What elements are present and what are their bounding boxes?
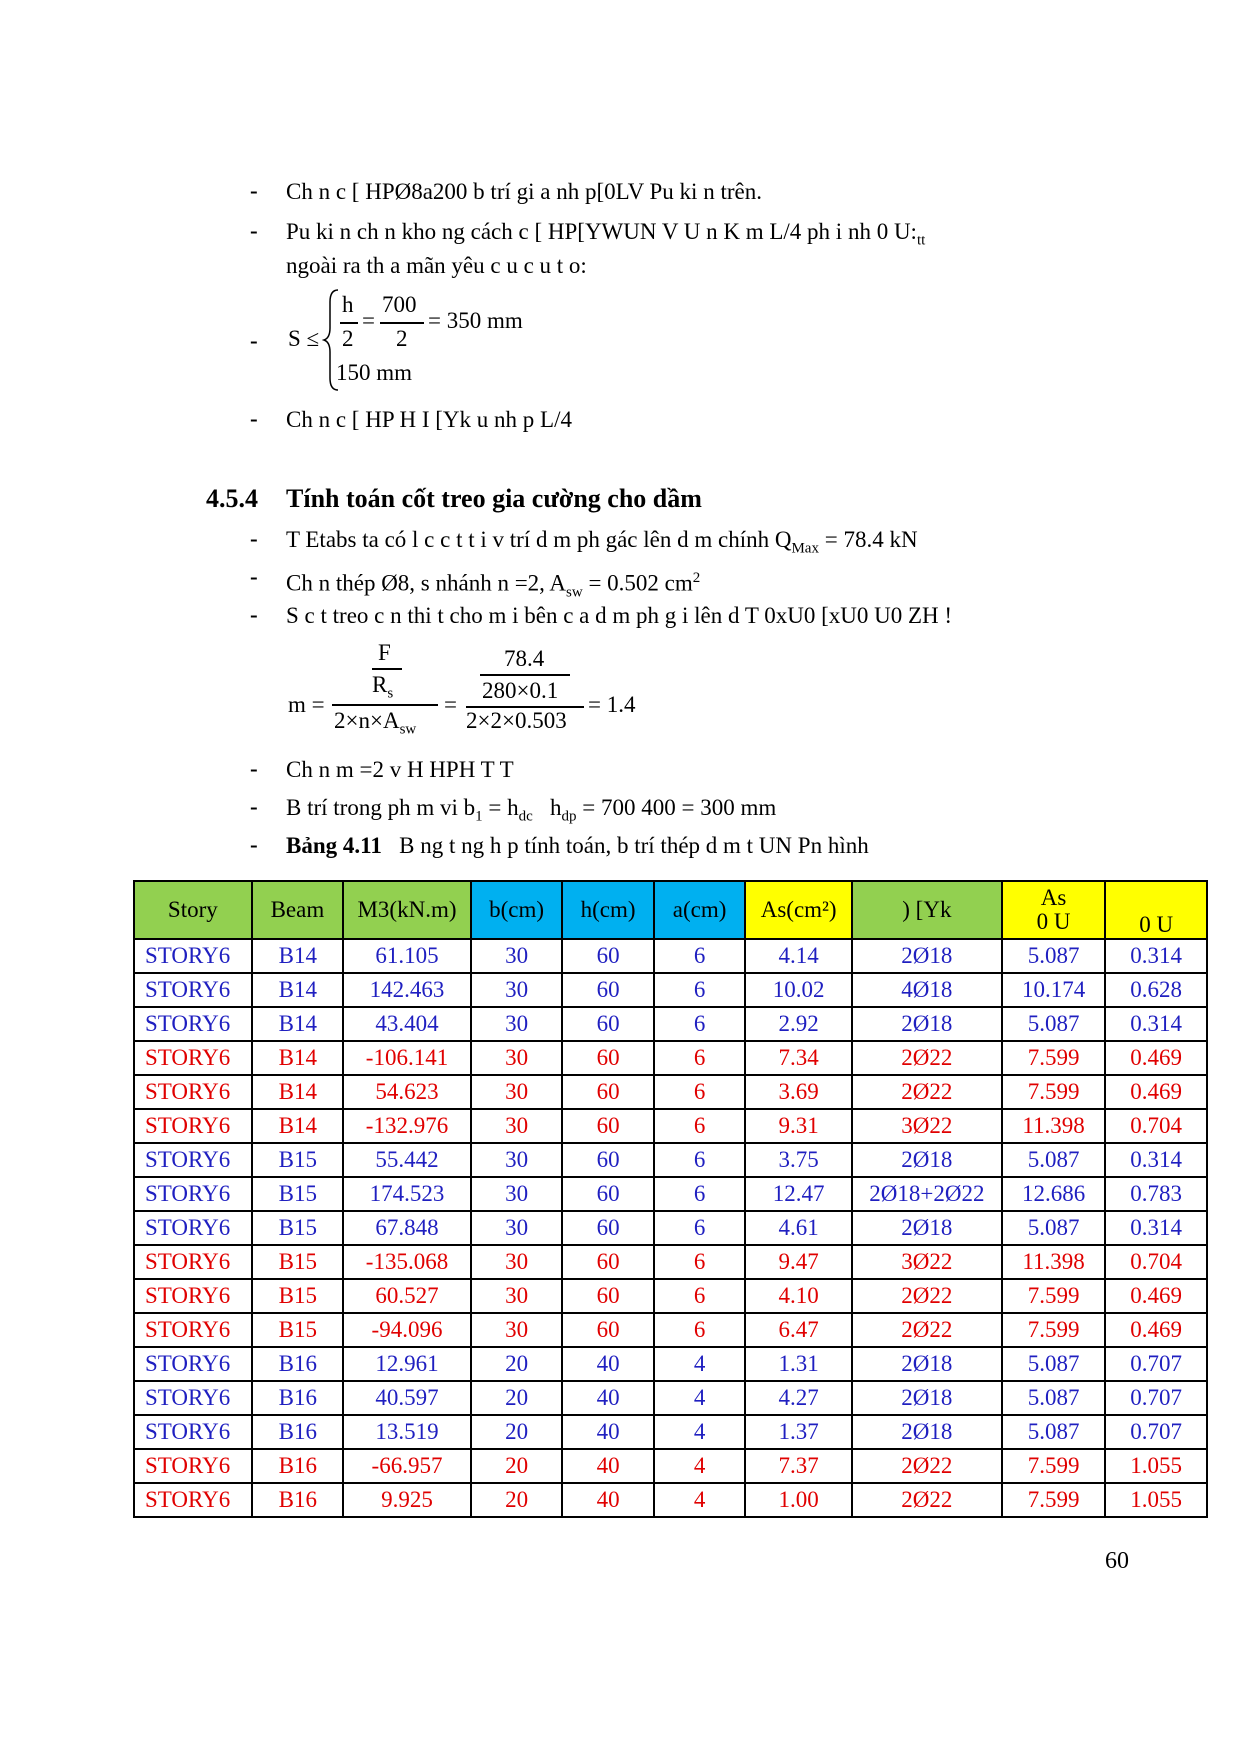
cell-as: 7.37 [745, 1449, 852, 1483]
cell-as: 3.75 [745, 1143, 852, 1177]
eq1-alternative: 150 mm [336, 360, 413, 385]
bullet-dash: - [250, 328, 258, 353]
header-layout: ) [Yk [852, 881, 1002, 939]
cell-as-prov: 11.398 [1002, 1245, 1106, 1279]
bullet-dash: - [250, 406, 258, 431]
cell-mu: 0.314 [1105, 1211, 1207, 1245]
cell-as-prov: 5.087 [1002, 1211, 1106, 1245]
cell-m3: 142.463 [343, 973, 471, 1007]
cell-layout: 2Ø18 [852, 1211, 1002, 1245]
cell-m3: 54.623 [343, 1075, 471, 1109]
cell-h: 60 [562, 1313, 654, 1347]
cell-a: 4 [654, 1415, 746, 1449]
results-table [133, 880, 1208, 1518]
bullet-hanger-count: S c t treo c n thi t cho m i bên c a d m ph g i lên d T 0xU0 [xU0 U0 ZH ! [286, 603, 953, 628]
eq2-R: $R_s$ [372, 672, 394, 702]
eq2-value-mid: 280×0.1 [482, 678, 559, 703]
eq1-result: = 350 mm [428, 308, 523, 333]
table-row [134, 939, 1207, 973]
cell-layout: 2Ø22 [852, 1075, 1002, 1109]
bullet-dash: - [250, 526, 258, 551]
cell-layout: 2Ø22 [852, 1483, 1002, 1517]
table-body [134, 939, 1207, 1517]
header-story: Story [134, 881, 252, 939]
cell-m3: 55.442 [343, 1143, 471, 1177]
cell-layout: 2Ø22 [852, 1449, 1002, 1483]
cell-b: 30 [471, 1313, 563, 1347]
cell-a: 6 [654, 1177, 746, 1211]
cell-as-prov: 5.087 [1002, 1415, 1106, 1449]
cell-mu: 0.314 [1105, 1007, 1207, 1041]
cell-as-prov: 5.087 [1002, 1347, 1106, 1381]
cell-b: 20 [471, 1347, 563, 1381]
cell-beam: B14 [252, 939, 344, 973]
cell-mu: 0.469 [1105, 1041, 1207, 1075]
cell-as: 1.00 [745, 1483, 852, 1517]
cell-a: 6 [654, 1245, 746, 1279]
cell-b: 30 [471, 1245, 563, 1279]
cell-h: 60 [562, 973, 654, 1007]
eq1-equals: = [362, 308, 375, 333]
cell-mu: 0.469 [1105, 1279, 1207, 1313]
header-b: b(cm) [471, 881, 563, 939]
bullet-stirrup-choice: Ch n c [ HPØ8a200 b trí gi a nh p[0LV Pu ki n trên. [286, 179, 762, 204]
cell-as: 12.47 [745, 1177, 852, 1211]
cell-mu: 1.055 [1105, 1449, 1207, 1483]
cell-a: 6 [654, 1109, 746, 1143]
header-as-provided [1002, 881, 1106, 939]
cell-as-prov: 5.087 [1002, 939, 1106, 973]
table-row [134, 1143, 1207, 1177]
cell-m3: 67.848 [343, 1211, 471, 1245]
cell-mu: 0.469 [1105, 1075, 1207, 1109]
cell-b: 30 [471, 1177, 563, 1211]
table-row [134, 1245, 1207, 1279]
cell-story: STORY6 [134, 1143, 252, 1177]
cell-as: 9.47 [745, 1245, 852, 1279]
cell-beam: B14 [252, 1109, 344, 1143]
cell-m3: 12.961 [343, 1347, 471, 1381]
eq1-numerator: 700 [382, 292, 417, 317]
cell-b: 30 [471, 1211, 563, 1245]
cell-a: 6 [654, 1279, 746, 1313]
bullet-stirrup-mid: Ch n c [ HP H I [Yk u nh p L/4 [286, 407, 572, 432]
cell-a: 4 [654, 1483, 746, 1517]
cell-mu: 0.707 [1105, 1415, 1207, 1449]
cell-h: 60 [562, 1109, 654, 1143]
cell-story: STORY6 [134, 1075, 252, 1109]
cell-as-prov: 7.599 [1002, 1313, 1106, 1347]
header-a: a(cm) [654, 881, 746, 939]
cell-m3: 60.527 [343, 1279, 471, 1313]
cell-as: 4.14 [745, 939, 852, 973]
table-row [134, 1177, 1207, 1211]
cell-b: 20 [471, 1381, 563, 1415]
cell-as: 3.69 [745, 1075, 852, 1109]
cell-mu: 0.628 [1105, 973, 1207, 1007]
table-header-row [134, 881, 1207, 939]
fraction-bar [380, 322, 424, 324]
cell-b: 30 [471, 1279, 563, 1313]
cell-a: 4 [654, 1449, 746, 1483]
cell-as-prov: 7.599 [1002, 1483, 1106, 1517]
bullet-dash: - [250, 602, 258, 627]
cell-a: 6 [654, 939, 746, 973]
cell-as: 4.10 [745, 1279, 852, 1313]
cell-layout: 3Ø22 [852, 1109, 1002, 1143]
cell-as: 10.02 [745, 973, 852, 1007]
header-m3: M3(kN.m) [343, 881, 471, 939]
cell-as-prov: 11.398 [1002, 1109, 1106, 1143]
cell-beam: B15 [252, 1177, 344, 1211]
section-number: 4.5.4 [206, 484, 258, 513]
cell-m3: -132.976 [343, 1109, 471, 1143]
table-row [134, 1313, 1207, 1347]
cell-layout: 2Ø22 [852, 1279, 1002, 1313]
cell-a: 6 [654, 973, 746, 1007]
cell-story: STORY6 [134, 973, 252, 1007]
cell-mu: 0.314 [1105, 1143, 1207, 1177]
cell-as: 9.31 [745, 1109, 852, 1143]
cell-h: 60 [562, 1075, 654, 1109]
cell-beam: B14 [252, 973, 344, 1007]
fraction-bar [340, 322, 358, 324]
cell-a: 6 [654, 1143, 746, 1177]
cell-mu: 0.783 [1105, 1177, 1207, 1211]
cell-beam: B15 [252, 1279, 344, 1313]
cell-as: 1.37 [745, 1415, 852, 1449]
cell-as-prov: 5.087 [1002, 1381, 1106, 1415]
fraction-bar [372, 668, 402, 670]
cell-layout: 2Ø22 [852, 1313, 1002, 1347]
table-row [134, 973, 1207, 1007]
cell-layout: 2Ø18 [852, 1143, 1002, 1177]
cell-story: STORY6 [134, 1483, 252, 1517]
table-row [134, 1109, 1207, 1143]
cell-mu: 0.704 [1105, 1245, 1207, 1279]
cell-h: 40 [562, 1381, 654, 1415]
cell-b: 20 [471, 1415, 563, 1449]
cell-beam: B15 [252, 1143, 344, 1177]
cell-a: 6 [654, 1041, 746, 1075]
bullet-shear-force: T Etabs ta có l c c t t i v trí d m ph gác lên d m chính $Q_{Max} = 78.4$ kN [286, 527, 918, 557]
cell-as-prov: 10.174 [1002, 973, 1106, 1007]
cell-story: STORY6 [134, 1041, 252, 1075]
fraction-bar [332, 704, 438, 706]
cell-m3: 9.925 [343, 1483, 471, 1517]
cell-beam: B14 [252, 1041, 344, 1075]
cell-layout: 2Ø18 [852, 939, 1002, 973]
cell-m3: 61.105 [343, 939, 471, 973]
cell-a: 4 [654, 1347, 746, 1381]
cell-story: STORY6 [134, 1177, 252, 1211]
cell-beam: B16 [252, 1415, 344, 1449]
cell-story: STORY6 [134, 1109, 252, 1143]
eq1-h: h [342, 292, 354, 317]
cell-h: 60 [562, 939, 654, 973]
cell-mu: 0.707 [1105, 1347, 1207, 1381]
cell-b: 30 [471, 1075, 563, 1109]
header-as: As(cm²) [745, 881, 852, 939]
cell-as-prov: 5.087 [1002, 1143, 1106, 1177]
cell-h: 60 [562, 1177, 654, 1211]
cell-as: 4.27 [745, 1381, 852, 1415]
table-row [134, 1415, 1207, 1449]
cell-m3: -135.068 [343, 1245, 471, 1279]
eq2-lhs: m = [288, 692, 325, 717]
cell-m3: -106.141 [343, 1041, 471, 1075]
table-row [134, 1347, 1207, 1381]
cell-story: STORY6 [134, 1415, 252, 1449]
cell-as-prov: 7.599 [1002, 1449, 1106, 1483]
cell-b: 30 [471, 973, 563, 1007]
cell-h: 60 [562, 1007, 654, 1041]
bullet-dash: - [250, 832, 258, 857]
cell-layout: 2Ø18 [852, 1347, 1002, 1381]
cell-mu: 0.469 [1105, 1313, 1207, 1347]
bullet-dash: - [250, 756, 258, 781]
table-row [134, 1483, 1207, 1517]
cell-mu: 0.314 [1105, 939, 1207, 973]
cell-h: 40 [562, 1347, 654, 1381]
cell-beam: B14 [252, 1007, 344, 1041]
eq2-equals: = [444, 692, 457, 717]
table-row [134, 1075, 1207, 1109]
bullet-stirrup-spacing-cont: ngoài ra th a mãn yêu c u c u t o: [286, 253, 587, 278]
cell-h: 40 [562, 1483, 654, 1517]
cell-beam: B15 [252, 1313, 344, 1347]
cell-a: 6 [654, 1075, 746, 1109]
eq2-value-top: 78.4 [504, 646, 545, 671]
cell-a: 6 [654, 1007, 746, 1041]
table-row [134, 1211, 1207, 1245]
cell-beam: B14 [252, 1075, 344, 1109]
cell-as: 7.34 [745, 1041, 852, 1075]
cell-a: 6 [654, 1211, 746, 1245]
cell-mu: 0.707 [1105, 1381, 1207, 1415]
cell-story: STORY6 [134, 1381, 252, 1415]
cell-mu: 0.704 [1105, 1109, 1207, 1143]
cell-m3: 43.404 [343, 1007, 471, 1041]
cell-b: 30 [471, 1007, 563, 1041]
bullet-stirrup-spacing: Pu ki n ch n kho ng cách c [ HP[YWUN V U n K m L/4 ph i nh 0 $U:_{tt}$ [286, 219, 926, 249]
table-row [134, 1449, 1207, 1483]
cell-beam: B16 [252, 1381, 344, 1415]
cell-beam: B16 [252, 1347, 344, 1381]
cell-story: STORY6 [134, 1245, 252, 1279]
cell-h: 60 [562, 1279, 654, 1313]
bullet-dash: - [250, 564, 258, 589]
cell-layout: 4Ø18 [852, 973, 1002, 1007]
cell-as-prov: 12.686 [1002, 1177, 1106, 1211]
page-number: 60 [1105, 1548, 1129, 1574]
cell-story: STORY6 [134, 939, 252, 973]
cell-beam: B16 [252, 1483, 344, 1517]
fraction-bar [480, 674, 570, 676]
bullet-placement-range: B trí trong ph m vi $b_1 = h_{dc}$ $h_{dp} = 700$ 400 = 300 mm [286, 795, 777, 825]
cell-layout: 2Ø18 [852, 1007, 1002, 1041]
cell-b: 30 [471, 1143, 563, 1177]
cell-story: STORY6 [134, 1279, 252, 1313]
header-as-provided-top: As [1040, 885, 1067, 910]
cell-m3: 13.519 [343, 1415, 471, 1449]
cell-b: 20 [471, 1483, 563, 1517]
cell-as-prov: 7.599 [1002, 1279, 1106, 1313]
eq1-denominator: 2 [396, 326, 408, 351]
cell-as-prov: 7.599 [1002, 1075, 1106, 1109]
cell-a: 6 [654, 1313, 746, 1347]
cell-h: 60 [562, 1143, 654, 1177]
bullet-dash: - [250, 794, 258, 819]
cell-mu: 1.055 [1105, 1483, 1207, 1517]
header-as-provided-bottom: 0 U [1036, 909, 1071, 934]
cell-h: 40 [562, 1449, 654, 1483]
cell-layout: 2Ø18 [852, 1381, 1002, 1415]
cell-b: 30 [471, 939, 563, 973]
eq1-lhs: S ≤ [288, 326, 320, 351]
bullet-dash: - [250, 178, 258, 203]
cell-h: 40 [562, 1415, 654, 1449]
eq2-denominator-left: $2\times n\times A_{sw}$ [334, 708, 417, 738]
cell-as-prov: 7.599 [1002, 1041, 1106, 1075]
table-row [134, 1007, 1207, 1041]
eq1-two: 2 [342, 326, 354, 351]
cell-as: 4.61 [745, 1211, 852, 1245]
header-h: h(cm) [562, 881, 654, 939]
cell-h: 60 [562, 1245, 654, 1279]
cell-a: 4 [654, 1381, 746, 1415]
cell-m3: -94.096 [343, 1313, 471, 1347]
cell-b: 20 [471, 1449, 563, 1483]
cell-as: 1.31 [745, 1347, 852, 1381]
cell-layout: 2Ø22 [852, 1041, 1002, 1075]
cell-as: 2.92 [745, 1007, 852, 1041]
cell-as: 6.47 [745, 1313, 852, 1347]
cell-story: STORY6 [134, 1347, 252, 1381]
cell-layout: 2Ø18 [852, 1415, 1002, 1449]
cell-beam: B15 [252, 1245, 344, 1279]
cell-beam: B15 [252, 1211, 344, 1245]
cell-m3: 174.523 [343, 1177, 471, 1211]
table-row [134, 1381, 1207, 1415]
table-row [134, 1279, 1207, 1313]
cell-m3: -66.957 [343, 1449, 471, 1483]
eq2-value-bottom: 2×2×0.503 [466, 708, 567, 733]
cell-h: 60 [562, 1041, 654, 1075]
cell-story: STORY6 [134, 1211, 252, 1245]
cell-b: 30 [471, 1041, 563, 1075]
bullet-choose-m: Ch n m =2 v H HPH T T [286, 757, 514, 782]
header-mu: 0 U [1105, 881, 1207, 939]
cell-story: STORY6 [134, 1007, 252, 1041]
table-row [134, 1041, 1207, 1075]
cell-h: 60 [562, 1211, 654, 1245]
cell-story: STORY6 [134, 1449, 252, 1483]
cell-as-prov: 5.087 [1002, 1007, 1106, 1041]
section-title: Tính toán cốt treo gia cường cho dầm [286, 484, 702, 513]
cell-story: STORY6 [134, 1313, 252, 1347]
eq2-F: F [378, 640, 391, 665]
cell-layout: 2Ø18+2Ø22 [852, 1177, 1002, 1211]
header-beam: Beam [252, 881, 344, 939]
table-caption: Bảng 4.11 B ng t ng h p tính toán, b trí thép d m t UN Pn hình [286, 833, 869, 858]
cell-beam: B16 [252, 1449, 344, 1483]
cell-b: 30 [471, 1109, 563, 1143]
cell-m3: 40.597 [343, 1381, 471, 1415]
bullet-dash: - [250, 218, 258, 243]
eq2-result: = 1.4 [588, 692, 636, 717]
bullet-steel-choice: Ch n thép Ø8, s nhánh n =2, $A_{sw} = 0.502$ $cm^2$ [286, 570, 701, 601]
cell-layout: 3Ø22 [852, 1245, 1002, 1279]
